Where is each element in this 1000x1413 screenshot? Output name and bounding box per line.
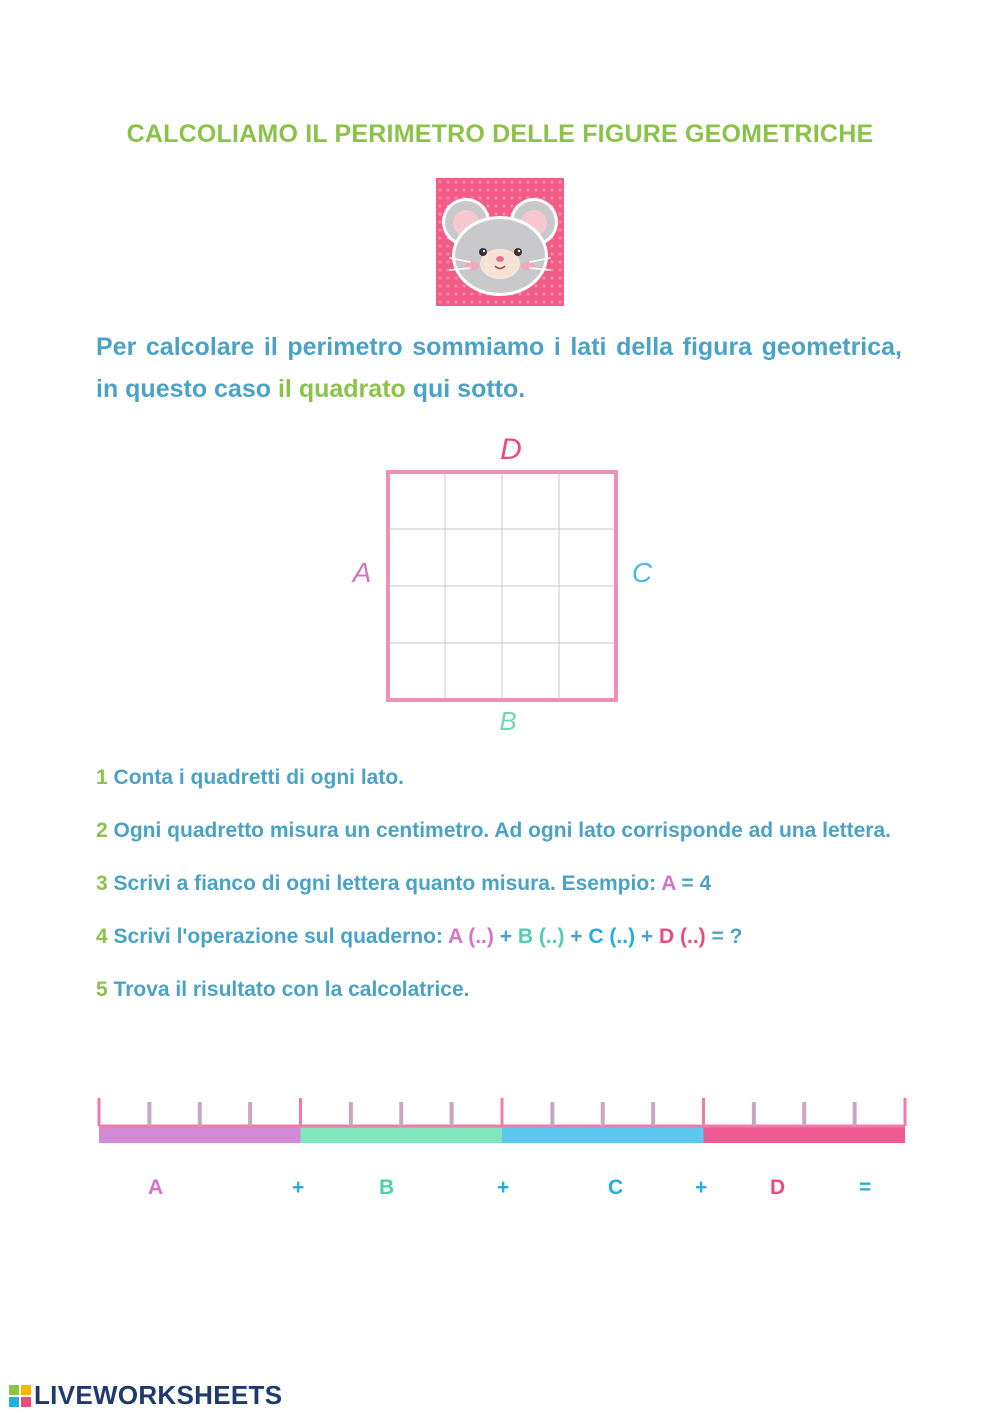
square-figure <box>340 428 680 740</box>
step-2-number: 2 <box>96 819 108 842</box>
step-3-equals: = 4 <box>675 872 712 895</box>
ruler-segment-1 <box>99 1126 301 1143</box>
step-3-letter-a: A <box>661 872 676 895</box>
step-2-text: Ogni quadretto misura un centimetro. Ad ogni lato corrisponde ad una lettera. <box>107 819 891 842</box>
label-top-d: D <box>500 433 522 466</box>
sum-letter-d: D <box>770 1176 786 1199</box>
ruler-bar <box>96 1096 908 1148</box>
step-4-plus-2: + <box>564 925 589 948</box>
label-right-c: C <box>631 557 653 588</box>
step-4-d: D (..) <box>659 925 706 948</box>
step-4-number: 4 <box>96 925 108 948</box>
intro-paragraph <box>96 326 902 410</box>
sum-letter-b: B <box>379 1176 395 1199</box>
step-4 <box>96 919 916 955</box>
page-title: CALCOLIAMO IL PERIMETRO DELLE FIGURE GEOMETRICHE <box>126 120 874 148</box>
square-grid <box>388 473 616 700</box>
step-4-tail: = ? <box>705 925 743 948</box>
mouse-face-icon <box>436 178 564 306</box>
step-3-number: 3 <box>96 872 108 895</box>
step-4-a: A (..) <box>447 925 494 948</box>
sum-letter-a: A <box>148 1176 164 1199</box>
footer-brand: LIVEWORKSHEETS <box>34 1380 283 1410</box>
ruler-segment-3 <box>502 1126 704 1143</box>
sum-plus-1: + <box>292 1176 305 1199</box>
sum-equals: = <box>859 1176 872 1199</box>
intro-quadrato: quadrato <box>298 375 406 403</box>
step-2 <box>96 813 916 849</box>
label-left-a: A <box>352 557 372 588</box>
label-bottom-b: B <box>499 706 517 736</box>
step-1-text: Conta i quadretti di ogni lato. <box>107 766 405 789</box>
sum-plus-3: + <box>695 1176 708 1199</box>
step-3-text: Scrivi a fianco di ogni lettera quanto misura. Esempio: <box>107 872 662 895</box>
step-5 <box>96 972 916 1008</box>
intro-text-1: Per calcolare il perimetro sommiamo i lati della figura geometrica, in questo caso <box>96 333 902 403</box>
footer-logo <box>8 1380 282 1411</box>
sum-letter-c: C <box>608 1176 624 1199</box>
sum-plus-2: + <box>497 1176 510 1199</box>
intro-il: il <box>277 375 292 403</box>
intro-text-2: qui sotto. <box>405 375 526 403</box>
ruler-segment-2 <box>301 1126 503 1143</box>
liveworksheets-logo-icon <box>8 1384 32 1408</box>
step-4-plus-1: + <box>493 925 518 948</box>
ruler-segment-4 <box>704 1126 906 1143</box>
step-3 <box>96 866 916 902</box>
step-1 <box>96 760 916 796</box>
step-4-c: C (..) <box>588 925 636 948</box>
step-5-text: Trova il risultato con la calcolatrice. <box>107 978 470 1001</box>
step-1-number: 1 <box>96 766 108 789</box>
step-4-text: Scrivi l'operazione sul quaderno: <box>107 925 448 948</box>
step-4-plus-3: + <box>635 925 659 948</box>
step-5-number: 5 <box>96 978 108 1001</box>
instruction-list <box>96 760 916 1025</box>
step-4-b: B (..) <box>517 925 565 948</box>
